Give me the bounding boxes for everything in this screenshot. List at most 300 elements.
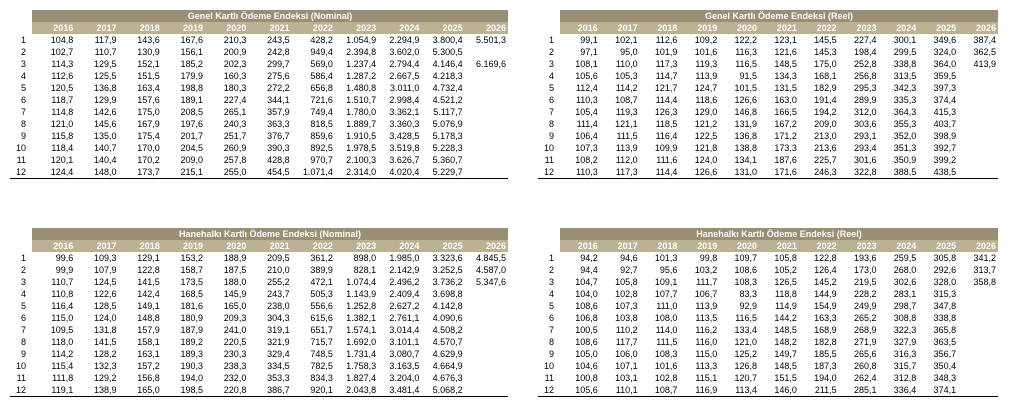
table-cell: 104,7 <box>575 277 598 287</box>
table-cell: 388,5 <box>879 166 919 179</box>
table-cell: 92,9 <box>739 301 758 311</box>
table-cell: 227,4 <box>853 35 877 45</box>
table-cell: 260,8 <box>853 361 877 371</box>
table-cell: 111,5 <box>656 337 678 347</box>
table-cell: 166,5 <box>774 107 797 117</box>
table-cell: 142,6 <box>94 107 117 117</box>
table-cell: 94,2 <box>580 253 598 263</box>
table-cell: 171,2 <box>774 131 797 141</box>
data-table <box>538 228 998 397</box>
table-cell: 586,4 <box>310 71 333 81</box>
month-number: 4 <box>20 289 26 299</box>
month-number: 3 <box>548 59 554 69</box>
table-cell: 180,9 <box>180 313 204 323</box>
table-cell: 175,0 <box>814 59 837 69</box>
table-cell: 3.800,4 <box>432 35 463 45</box>
table-cell <box>958 288 998 300</box>
year-header: 2016 <box>32 22 75 34</box>
table-cell: 748,5 <box>310 349 333 359</box>
table-cell: 115,4 <box>51 361 74 371</box>
table-cell: 175,0 <box>137 107 160 117</box>
table-cell: 163,1 <box>137 349 160 359</box>
table-cell: 5.300,5 <box>432 47 463 57</box>
table-cell: 209,5 <box>267 253 290 263</box>
table-cell: 106,0 <box>615 349 638 359</box>
table-cell: 4.676,3 <box>432 373 463 383</box>
year-header: 2022 <box>292 22 335 34</box>
table-cell: 122,8 <box>814 253 837 263</box>
month-number: 2 <box>548 47 554 57</box>
table-cell: 130,9 <box>137 47 160 57</box>
table-cell: 292,6 <box>933 265 957 275</box>
table-cell: 173,0 <box>853 265 877 275</box>
table-cell: 194,0 <box>814 373 837 383</box>
month-number: 3 <box>20 59 26 69</box>
table-cell: 338,8 <box>933 313 957 323</box>
table-cell: 103,8 <box>615 313 638 323</box>
table-cell: 179,9 <box>180 71 204 81</box>
table-title: Hanehalkı Kartlı Ödeme Endeksi (Nominal) <box>32 228 508 240</box>
table-cell: 363,3 <box>267 119 290 129</box>
table-cell: 104,6 <box>575 361 598 371</box>
table-row <box>538 142 998 154</box>
table-cell: 1.510,7 <box>346 95 377 105</box>
table-cell: 125,5 <box>94 71 117 81</box>
table-cell: 117,3 <box>655 59 678 69</box>
table-cell: 1.143,9 <box>346 289 377 299</box>
table-cell: 3.519,8 <box>389 143 420 153</box>
table-cell: 399,2 <box>933 155 957 165</box>
year-header: 2018 <box>119 240 162 252</box>
table-cell: 129,2 <box>94 373 117 383</box>
table-cell: 187,3 <box>814 361 837 371</box>
table-cell: 151,5 <box>774 373 797 383</box>
table-cell: 351,3 <box>893 143 917 153</box>
table-cell: 299,5 <box>893 47 917 57</box>
table-cell: 350,4 <box>933 361 957 371</box>
table-cell: 970,7 <box>310 155 333 165</box>
table-row <box>538 264 998 276</box>
table-cell: 114,4 <box>655 95 678 105</box>
month-number: 10 <box>543 143 554 153</box>
month-number: 8 <box>548 119 554 129</box>
year-header: 2017 <box>600 240 640 252</box>
table-cell: 99,9 <box>55 265 74 275</box>
month-number: 9 <box>20 349 26 359</box>
table-cell: 108,2 <box>575 155 598 165</box>
table-cell: 105,6 <box>575 71 598 81</box>
table-cell: 749,4 <box>310 107 333 117</box>
table-cell: 201,7 <box>180 131 204 141</box>
table-cell: 4.218,3 <box>432 71 463 81</box>
table-cell: 114,2 <box>615 83 638 93</box>
table-cell: 114,2 <box>51 349 74 359</box>
table-cell: 108,3 <box>734 277 758 287</box>
table-cell: 301,6 <box>853 155 877 165</box>
table-cell <box>465 166 508 179</box>
table-cell: 4.587,0 <box>475 265 506 275</box>
table-cell: 108,7 <box>640 384 680 397</box>
year-header: 2019 <box>162 240 205 252</box>
table-cell: 113,9 <box>695 71 718 81</box>
table-cell: 116,0 <box>695 337 718 347</box>
table-cell: 158,1 <box>137 337 160 347</box>
table-cell: 390,3 <box>267 143 290 153</box>
table-cell: 299,7 <box>267 59 290 69</box>
table-cell: 95,6 <box>659 265 678 275</box>
table-cell: 198,8 <box>180 83 204 93</box>
table-cell: 114,8 <box>51 107 74 117</box>
table-cell: 361,2 <box>310 253 333 263</box>
table-cell: 116,9 <box>679 384 719 397</box>
table-cell <box>465 70 508 82</box>
year-header: 2023 <box>839 22 879 34</box>
table-cell <box>465 372 508 384</box>
table-cell: 313,7 <box>973 265 996 275</box>
table-cell: 131,5 <box>774 83 797 93</box>
month-number: 7 <box>20 107 26 117</box>
year-header: 2016 <box>560 22 600 34</box>
year-header: 2025 <box>918 240 958 252</box>
table-cell <box>465 360 508 372</box>
year-header: 2026 <box>465 22 508 34</box>
table-cell: 187,6 <box>774 155 797 165</box>
table-cell: 168,5 <box>180 289 204 299</box>
table-cell: 146,8 <box>734 107 758 117</box>
month-number: 8 <box>20 119 26 129</box>
table-cell: 173,7 <box>119 166 162 179</box>
table-cell: 358,8 <box>973 277 996 287</box>
table-cell: 262,4 <box>853 373 877 383</box>
year-header: 2018 <box>640 240 680 252</box>
table-cell: 859,6 <box>310 131 333 141</box>
table-cell: 353,3 <box>267 373 290 383</box>
table-cell: 108,6 <box>575 337 598 347</box>
table-cell: 106,7 <box>694 289 718 299</box>
table-row <box>10 118 508 130</box>
table-cell: 2.794,4 <box>389 59 420 69</box>
month-number: 12 <box>10 166 32 179</box>
table-cell: 197,6 <box>180 119 204 129</box>
table-cell: 105,0 <box>575 349 598 359</box>
table-cell: 1.054,9 <box>346 35 377 45</box>
table-cell: 438,5 <box>918 166 958 179</box>
table-cell: 168,1 <box>814 71 837 81</box>
table-cell <box>465 348 508 360</box>
table-cell: 140,7 <box>94 143 117 153</box>
table-cell <box>958 94 998 106</box>
table-cell: 209,0 <box>814 119 837 129</box>
table-cell: 116,5 <box>735 313 758 323</box>
year-header: 2016 <box>32 240 75 252</box>
table-cell <box>958 82 998 94</box>
year-header: 2026 <box>958 22 998 34</box>
table-cell: 108,3 <box>654 349 678 359</box>
table-cell: 189,1 <box>180 95 204 105</box>
table-row <box>10 336 508 348</box>
table-cell: 350,9 <box>893 155 917 165</box>
table-cell: 834,3 <box>310 373 333 383</box>
table-cell: 116,5 <box>735 59 758 69</box>
table-cell: 265,1 <box>223 107 247 117</box>
table-cell: 181,6 <box>180 301 204 311</box>
table-cell: 5.178,3 <box>432 131 463 141</box>
table-cell <box>465 106 508 118</box>
table-cell: 4.142,8 <box>432 301 463 311</box>
month-number: 7 <box>548 325 554 335</box>
table-cell: 225,7 <box>814 155 837 165</box>
table-cell: 188,9 <box>223 253 247 263</box>
table-cell: 312,0 <box>853 107 877 117</box>
table-cell: 109,5 <box>50 325 74 335</box>
table-cell: 4.664,9 <box>432 361 463 371</box>
table-cell: 338,8 <box>893 59 917 69</box>
table-cell: 91,5 <box>739 71 758 81</box>
table-cell: 232,0 <box>223 373 247 383</box>
table-cell: 121,2 <box>694 119 718 129</box>
table-cell: 134,1 <box>734 155 758 165</box>
table-cell: 157,2 <box>137 361 160 371</box>
year-header: 2024 <box>879 240 919 252</box>
table-cell: 111,8 <box>52 373 74 383</box>
month-number: 9 <box>548 131 554 141</box>
table-cell: 190,3 <box>180 361 204 371</box>
table-cell: 105,4 <box>575 107 598 117</box>
table-cell: 124,0 <box>694 155 718 165</box>
table-cell: 1.889,7 <box>346 119 377 129</box>
table-cell: 120,7 <box>734 373 758 383</box>
table-cell: 128,2 <box>94 349 117 359</box>
table-cell: 5.360,7 <box>432 155 463 165</box>
table-cell: 715,7 <box>310 337 333 347</box>
table-cell <box>465 154 508 166</box>
table-cell: 5.228,3 <box>432 143 463 153</box>
table-cell: 99,1 <box>580 35 598 45</box>
year-header: 2017 <box>75 240 118 252</box>
table-cell: 251,7 <box>223 131 247 141</box>
table-cell: 118,5 <box>655 119 678 129</box>
table-cell: 180,3 <box>223 83 247 93</box>
table-cell: 413,9 <box>973 59 996 69</box>
table-cell: 5.501,3 <box>475 35 506 45</box>
table-cell: 283,1 <box>893 289 917 299</box>
table-cell: 357,9 <box>267 107 290 117</box>
table-cell: 123,1 <box>774 35 797 45</box>
table-row <box>10 154 508 166</box>
table-cell: 111,4 <box>576 119 598 129</box>
table-cell: 335,3 <box>893 95 917 105</box>
table-cell: 115,8 <box>51 131 74 141</box>
table-cell: 113,9 <box>615 143 638 153</box>
table-cell: 4.845,5 <box>475 253 506 263</box>
table-cell: 376,7 <box>267 131 290 141</box>
month-number: 10 <box>15 361 26 371</box>
month-number: 4 <box>548 71 554 81</box>
table-cell: 157,9 <box>137 325 160 335</box>
table-cell: 108,6 <box>734 265 758 275</box>
table-cell: 211,5 <box>799 384 839 397</box>
table-cell: 364,3 <box>893 107 917 117</box>
table-cell: 392,7 <box>933 143 957 153</box>
table-cell: 97,1 <box>580 47 598 57</box>
table-cell: 114,4 <box>640 166 680 179</box>
table-cell: 1.985,0 <box>389 253 420 263</box>
table-cell: 241,0 <box>223 325 247 335</box>
table-cell: 105,8 <box>774 253 797 263</box>
table-cell: 615,6 <box>310 313 333 323</box>
table-cell: 114,3 <box>51 59 74 69</box>
month-number: 10 <box>543 361 554 371</box>
table-cell: 293,4 <box>853 143 877 153</box>
table-cell: 173,3 <box>774 143 797 153</box>
table-row <box>538 58 998 70</box>
table-cell: 347,8 <box>933 301 957 311</box>
table-cell: 268,0 <box>893 265 917 275</box>
table-cell: 3.362,1 <box>389 107 420 117</box>
table-cell <box>958 166 998 179</box>
month-number: 6 <box>20 95 26 105</box>
table-cell: 1.827,4 <box>346 373 377 383</box>
table-cell: 1.237,4 <box>346 59 377 69</box>
table-cell: 120,5 <box>50 83 74 93</box>
table-cell: 129,5 <box>94 59 117 69</box>
table-cell: 255,2 <box>267 277 290 287</box>
table-cell: 124,7 <box>694 83 718 93</box>
month-number: 5 <box>20 83 26 93</box>
table-cell: 242,8 <box>267 47 290 57</box>
table-cell: 144,2 <box>774 313 797 323</box>
table-cell: 102,8 <box>615 289 638 299</box>
table-cell: 83,3 <box>739 289 758 299</box>
table-cell <box>958 300 998 312</box>
table-cell <box>958 312 998 324</box>
table-cell: 428,2 <box>310 35 333 45</box>
table-cell: 1.382,1 <box>346 313 377 323</box>
year-header: 2026 <box>465 240 508 252</box>
year-header: 2023 <box>335 22 378 34</box>
month-number: 1 <box>20 253 26 263</box>
table-cell: 116,3 <box>735 47 758 57</box>
table-cell: 362,5 <box>973 47 996 57</box>
table-cell: 1.480,8 <box>346 83 377 93</box>
month-number: 2 <box>20 47 26 57</box>
table-cell: 3.602,0 <box>389 47 420 57</box>
table-cell: 272,2 <box>267 83 290 93</box>
table-cell: 107,9 <box>94 265 117 275</box>
table-row <box>538 336 998 348</box>
table-cell: 334,5 <box>267 361 290 371</box>
month-number: 12 <box>538 166 560 179</box>
table-cell: 397,3 <box>933 83 957 93</box>
table-cell: 163,0 <box>774 95 797 105</box>
table-cell: 189,3 <box>180 349 204 359</box>
table-cell: 3.428,5 <box>389 131 420 141</box>
table-cell: 782,5 <box>310 361 333 371</box>
table-cell: 145,6 <box>94 119 117 129</box>
table-row <box>538 384 998 397</box>
table-cell: 289,9 <box>853 95 877 105</box>
table-cell: 109,7 <box>734 253 758 263</box>
month-number: 11 <box>16 155 26 165</box>
table-cell: 154,9 <box>814 301 837 311</box>
table-row <box>538 154 998 166</box>
table-cell: 107,7 <box>654 289 678 299</box>
table-row <box>538 324 998 336</box>
year-header: 2017 <box>75 22 118 34</box>
table-cell: 126,6 <box>734 95 758 105</box>
table-cell: 142,4 <box>137 289 160 299</box>
table-cell: 359,5 <box>933 71 957 81</box>
table-cell: 138,9 <box>75 384 118 397</box>
table-cell: 2.761,1 <box>389 313 420 323</box>
table-row <box>10 34 508 46</box>
table-row <box>10 360 508 372</box>
table-cell: 101,5 <box>734 83 758 93</box>
table-cell: 148,0 <box>75 166 118 179</box>
year-header: 2022 <box>799 22 839 34</box>
table-cell: 363,5 <box>933 337 957 347</box>
table-row <box>538 130 998 142</box>
table-cell: 3.204,0 <box>389 373 420 383</box>
table-cell: 141,5 <box>94 337 117 347</box>
table-cell <box>465 82 508 94</box>
table-cell: 428,8 <box>267 155 290 165</box>
table-cell: 102,8 <box>654 373 678 383</box>
table-cell: 165,0 <box>223 301 247 311</box>
table-cell: 556,6 <box>310 301 333 311</box>
table-row <box>10 252 508 264</box>
table-cell: 352,0 <box>893 131 917 141</box>
table-row <box>538 118 998 130</box>
table-cell: 110,3 <box>560 166 600 179</box>
table-cell: 3.011,0 <box>390 83 420 93</box>
table-cell: 111,0 <box>656 301 678 311</box>
table-cell: 2.043,8 <box>335 384 378 397</box>
year-header: 2025 <box>421 22 464 34</box>
table-cell: 136,8 <box>734 131 758 141</box>
table-cell: 102,1 <box>615 35 638 45</box>
table-row <box>10 276 508 288</box>
table-cell: 344,1 <box>267 95 290 105</box>
table-cell: 116,4 <box>51 301 74 311</box>
table-cell <box>465 384 508 397</box>
table-cell: 328,0 <box>933 277 957 287</box>
table-cell: 105,3 <box>615 71 638 81</box>
year-header: 2020 <box>205 22 248 34</box>
table-cell: 1.692,0 <box>346 337 377 347</box>
table-cell: 110,7 <box>51 277 74 287</box>
table-cell: 5.347,6 <box>475 277 506 287</box>
table-row <box>538 252 998 264</box>
table-cell: 5.068,2 <box>421 384 464 397</box>
table-cell: 230,3 <box>223 349 247 359</box>
table-cell: 322,3 <box>893 325 917 335</box>
table-cell <box>958 348 998 360</box>
table-cell: 126,8 <box>734 361 758 371</box>
month-number: 5 <box>20 301 26 311</box>
table-cell: 157,6 <box>137 95 160 105</box>
table-row <box>10 46 508 58</box>
table-cell: 348,3 <box>933 373 957 383</box>
table-cell: 122,5 <box>694 131 718 141</box>
table-cell: 110,0 <box>615 59 638 69</box>
table-cell: 125,2 <box>734 349 758 359</box>
table-cell: 168,9 <box>814 325 837 335</box>
table-cell: 121,8 <box>694 143 718 153</box>
table-cell: 146,0 <box>759 384 799 397</box>
table-cell: 124,0 <box>94 313 117 323</box>
month-number: 7 <box>548 107 554 117</box>
